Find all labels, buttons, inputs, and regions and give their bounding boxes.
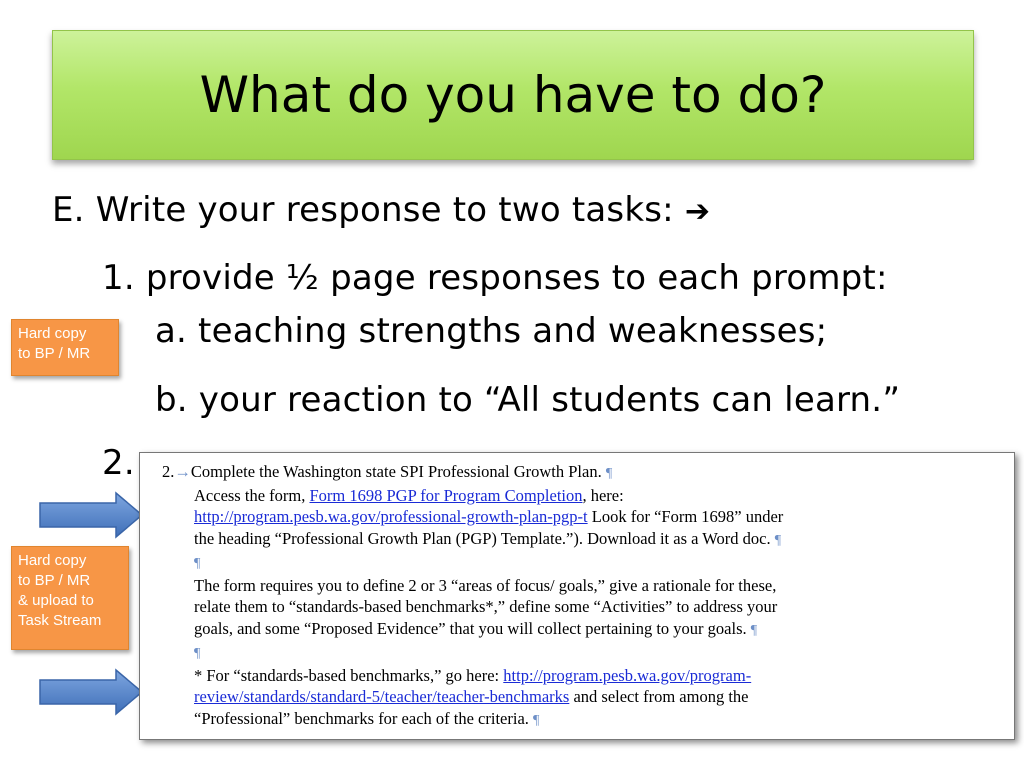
- pilcrow-icon: ¶: [194, 556, 201, 571]
- right-arrow-icon: ➔: [684, 194, 711, 229]
- note-line: Task Stream: [18, 612, 102, 629]
- doc-line: [162, 575, 996, 597]
- doc-line: [162, 551, 996, 575]
- doc-line: [162, 461, 996, 485]
- doc-text: , here:: [582, 485, 624, 505]
- doc-text: goals, and some “Proposed Evidence” that you will collect pertaining to your goals.: [194, 618, 747, 638]
- doc-line: [162, 596, 996, 618]
- task-a-line: a. teaching strengths and weaknesses;: [155, 311, 828, 351]
- item-number: 2.: [162, 462, 175, 481]
- doc-line: [162, 506, 996, 528]
- task-e-text: E. Write your response to two tasks:: [52, 190, 674, 230]
- benchmarks-url-link[interactable]: http://program.pesb.wa.gov/program-: [503, 665, 752, 685]
- task-2-line: 2.: [102, 443, 135, 483]
- doc-line: [162, 485, 996, 507]
- pilcrow-icon: ¶: [774, 532, 782, 548]
- note-line: & upload to: [18, 592, 94, 609]
- pilcrow-icon: ¶: [533, 712, 540, 728]
- task-1-line: 1. provide ½ page responses to each prompt:: [102, 258, 888, 298]
- task-b-line: b. your reaction to “All students can learn.”: [155, 380, 901, 420]
- document-excerpt: [139, 452, 1015, 740]
- pilcrow-icon: ¶: [750, 622, 758, 638]
- doc-text: Access the form,: [194, 485, 306, 505]
- note-line: Hard copy: [18, 325, 87, 342]
- hard-copy-note: [11, 319, 119, 376]
- block-arrow-icon: [38, 668, 146, 716]
- doc-text: relate them to “standards-based benchmarks*,” define some “Activities” to address your: [194, 597, 778, 616]
- block-arrow-icon: [38, 491, 146, 539]
- doc-line: [162, 665, 996, 687]
- doc-text: The form requires you to define 2 or 3 “areas of focus/ goals,” give a rationale for these,: [194, 575, 777, 595]
- tab-arrow-icon: →: [174, 462, 191, 481]
- doc-line: [162, 528, 996, 552]
- note-line: Hard copy: [18, 552, 87, 569]
- doc-text: the heading “Professional Growth Plan (PGP) Template.”). Download it as a Word doc.: [194, 528, 771, 548]
- pilcrow-icon: ¶: [605, 466, 613, 481]
- pilcrow-icon: ¶: [194, 646, 201, 661]
- doc-text: Complete the Washington state SPI Professional Growth Plan.: [190, 462, 602, 481]
- note-line: to BP / MR: [18, 345, 91, 362]
- slide-title: What do you have to do?: [199, 66, 827, 124]
- slide-title-box: [52, 30, 974, 160]
- doc-line: [162, 686, 996, 708]
- task-e-line: [52, 190, 710, 230]
- doc-text: “Professional” benchmarks for each of the criteria.: [194, 708, 529, 728]
- doc-text: and select from among the: [573, 687, 749, 706]
- benchmarks-url-link-continued[interactable]: review/standards/standard-5/teacher/teacher-benchmarks: [194, 687, 570, 706]
- note-line: to BP / MR: [18, 572, 91, 589]
- doc-text: Look for “Form 1698” under: [591, 507, 784, 526]
- doc-line: [162, 618, 996, 642]
- hard-copy-upload-note: [11, 546, 129, 650]
- form-1698-link[interactable]: Form 1698 PGP for Program Completion: [309, 485, 583, 505]
- doc-text: * For “standards-based benchmarks,” go here:: [194, 665, 500, 685]
- doc-line: [162, 708, 996, 732]
- doc-line: [162, 641, 996, 665]
- pgp-url-link[interactable]: http://program.pesb.wa.gov/professional-growth-plan-pgp-t: [194, 507, 588, 526]
